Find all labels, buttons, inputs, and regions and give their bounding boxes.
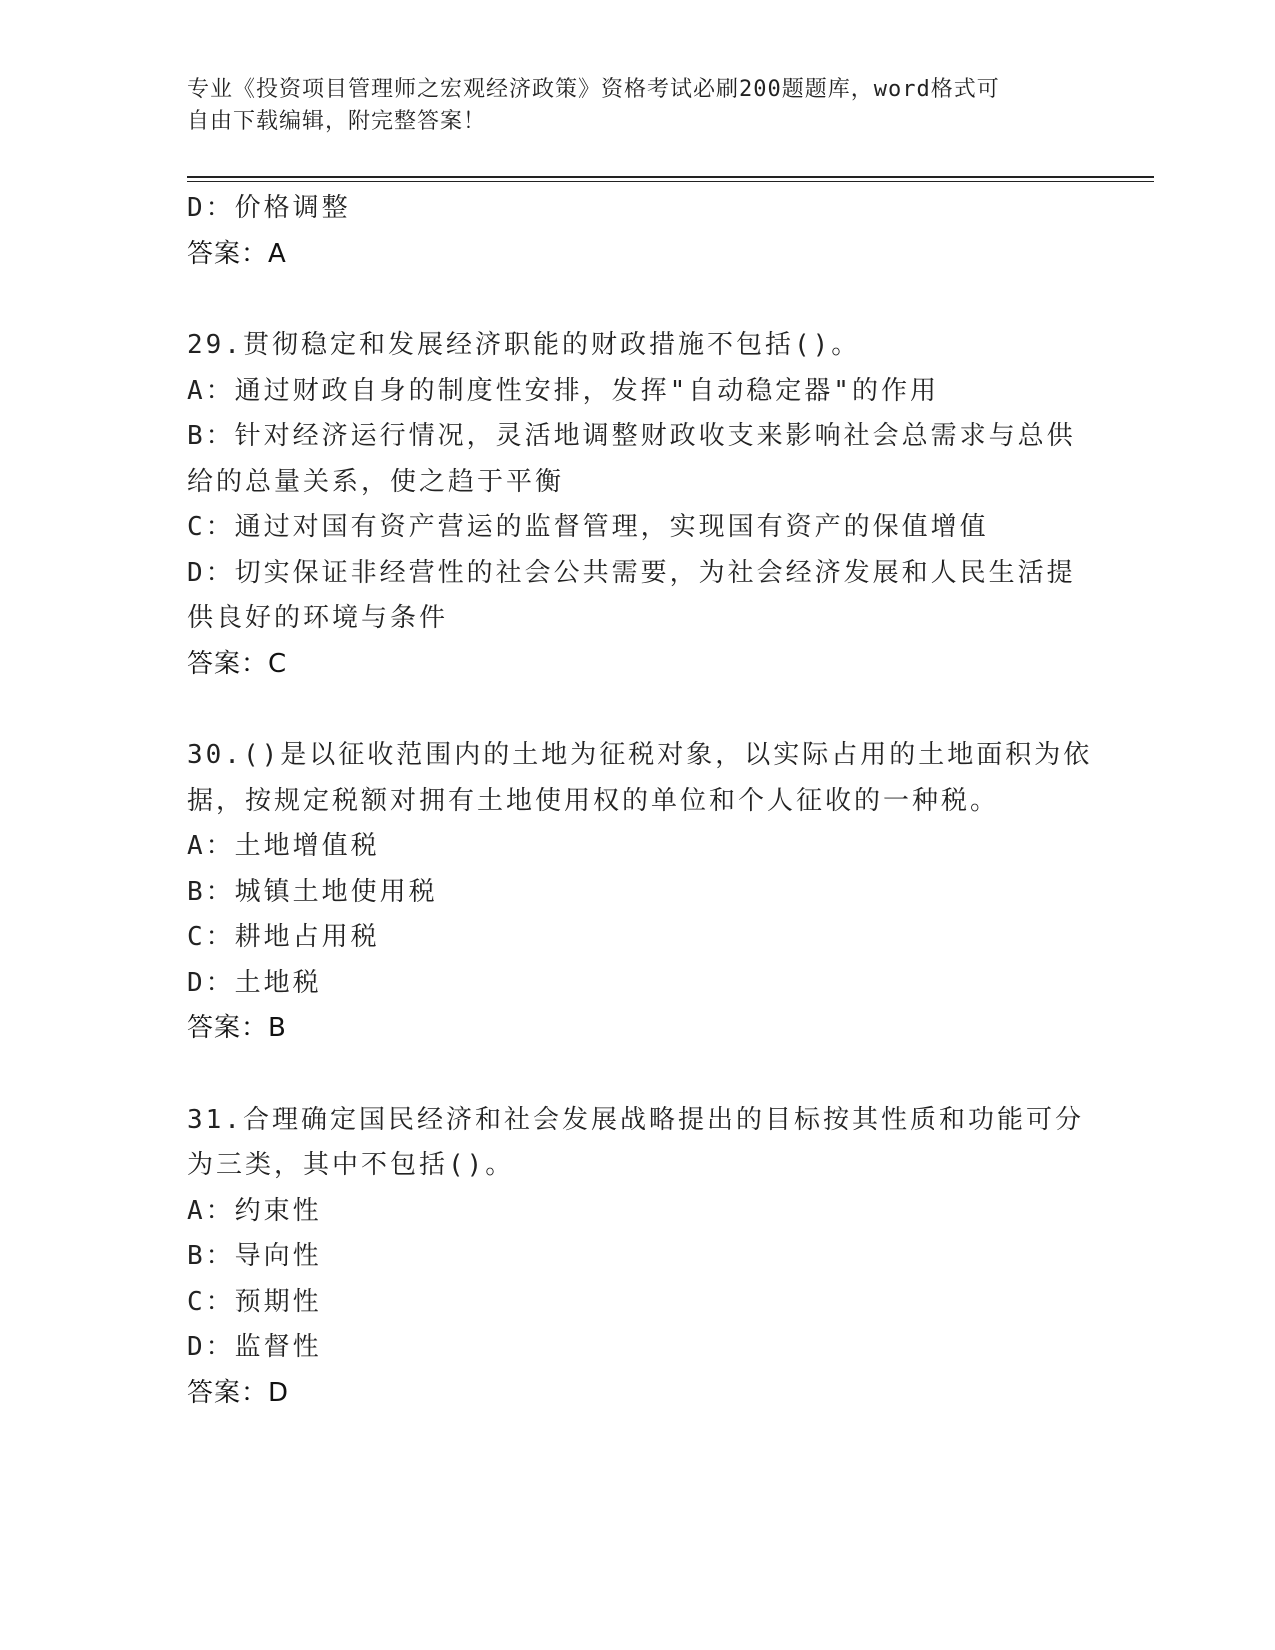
option-b: B：导向性 [187, 1241, 322, 1271]
header-divider-thick [187, 176, 1154, 178]
option-d-line-1: D：切实保证非经营性的社会公共需要，为社会经济发展和人民生活提 [187, 557, 1076, 588]
option-b: B：城镇土地使用税 [187, 876, 438, 907]
answer-label: 答案：A [187, 238, 287, 269]
header-title-line-2: 自由下载编辑，附完整答案！ [187, 109, 487, 134]
option-c: C：通过对国有资产营运的监督管理，实现国有资产的保值增值 [187, 512, 989, 542]
document-header [187, 74, 1067, 138]
option-d: D：监督性 [187, 1332, 322, 1362]
option-c: C：预期性 [187, 1286, 322, 1317]
option-a: A：约束性 [187, 1195, 322, 1226]
option-b-line-1: B：针对经济运行情况，灵活地调整财政收支来影响社会总需求与总供 [187, 421, 1076, 451]
question-stem-line: 29.贯彻稳定和发展经济职能的财政措施不包括()。 [187, 330, 861, 360]
option-c: C：耕地占用税 [187, 922, 380, 952]
option-d: D：价格调整 [187, 193, 351, 223]
answer-label: 答案：C [187, 648, 288, 679]
question-stem-line-2: 为三类，其中不包括()。 [187, 1150, 515, 1180]
answer-label: 答案：D [187, 1377, 290, 1408]
question-stem-line-1: 30.()是以征收范围内的土地为征税对象，以实际占用的土地面积为依 [187, 740, 1093, 770]
question-28-tail [187, 186, 1087, 277]
question-stem-line-2: 据，按规定税额对拥有土地使用权的单位和个人征收的一种税。 [187, 785, 1000, 816]
question-stem-line-1: 31.合理确定国民经济和社会发展战略提出的目标按其性质和功能可分 [187, 1104, 1084, 1135]
spacer [187, 277, 1087, 323]
question-list [187, 186, 1093, 1416]
option-b-line-2: 给的总量关系，使之趋于平衡 [187, 466, 565, 497]
question-30 [187, 733, 1093, 1052]
answer-label: 答案：B [187, 1013, 287, 1043]
question-29 [187, 323, 1087, 687]
question-31 [187, 1098, 1087, 1417]
option-d-line-2: 供良好的环境与条件 [187, 603, 449, 633]
option-d: D：土地税 [187, 967, 322, 998]
header-title-line-1: 专业《投资项目管理师之宏观经济政策》资格考试必刷200题题库，word格式可 [187, 77, 1000, 102]
spacer [187, 1052, 1087, 1098]
header-divider-thin [187, 181, 1154, 182]
option-a: A：通过财政自身的制度性安排，发挥"自动稳定器"的作用 [187, 375, 939, 406]
option-a: A：土地增值税 [187, 831, 380, 861]
spacer [187, 687, 1087, 733]
